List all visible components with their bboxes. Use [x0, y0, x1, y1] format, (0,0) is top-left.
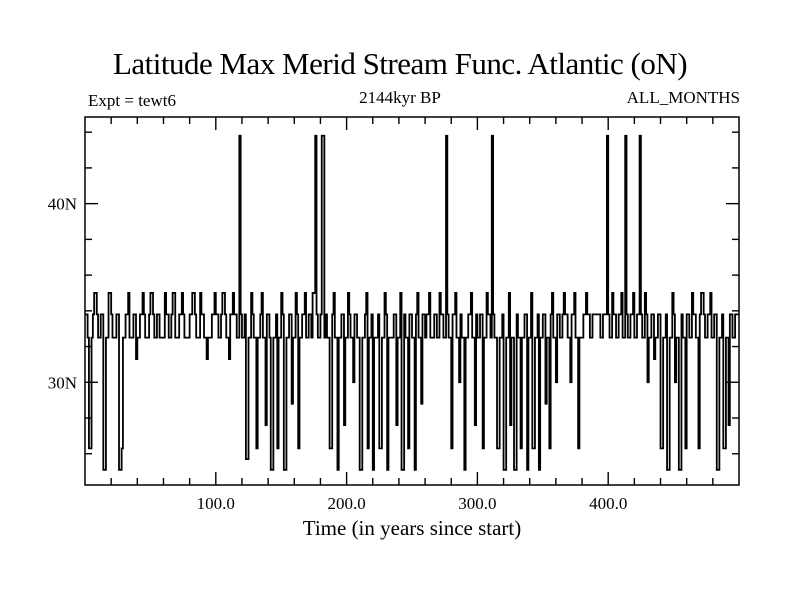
experiment-label: Expt = tewt6	[88, 91, 176, 110]
chart-title: Latitude Max Merid Stream Func. Atlantic (oN)	[112, 46, 688, 81]
x-tick-label: 400.0	[589, 494, 628, 513]
x-axis-title: Time (in years since start)	[302, 516, 522, 540]
x-tick-label: 200.0	[327, 494, 366, 513]
x-tick-label: 300.0	[458, 494, 497, 513]
x-tick-label: 100.0	[196, 494, 235, 513]
time-bp-label: 2144kyr BP	[359, 88, 441, 107]
y-tick-label: 30N	[47, 373, 77, 393]
y-tick-label: 40N	[47, 194, 77, 214]
series-line	[85, 136, 739, 470]
months-label: ALL_MONTHS	[626, 88, 740, 107]
